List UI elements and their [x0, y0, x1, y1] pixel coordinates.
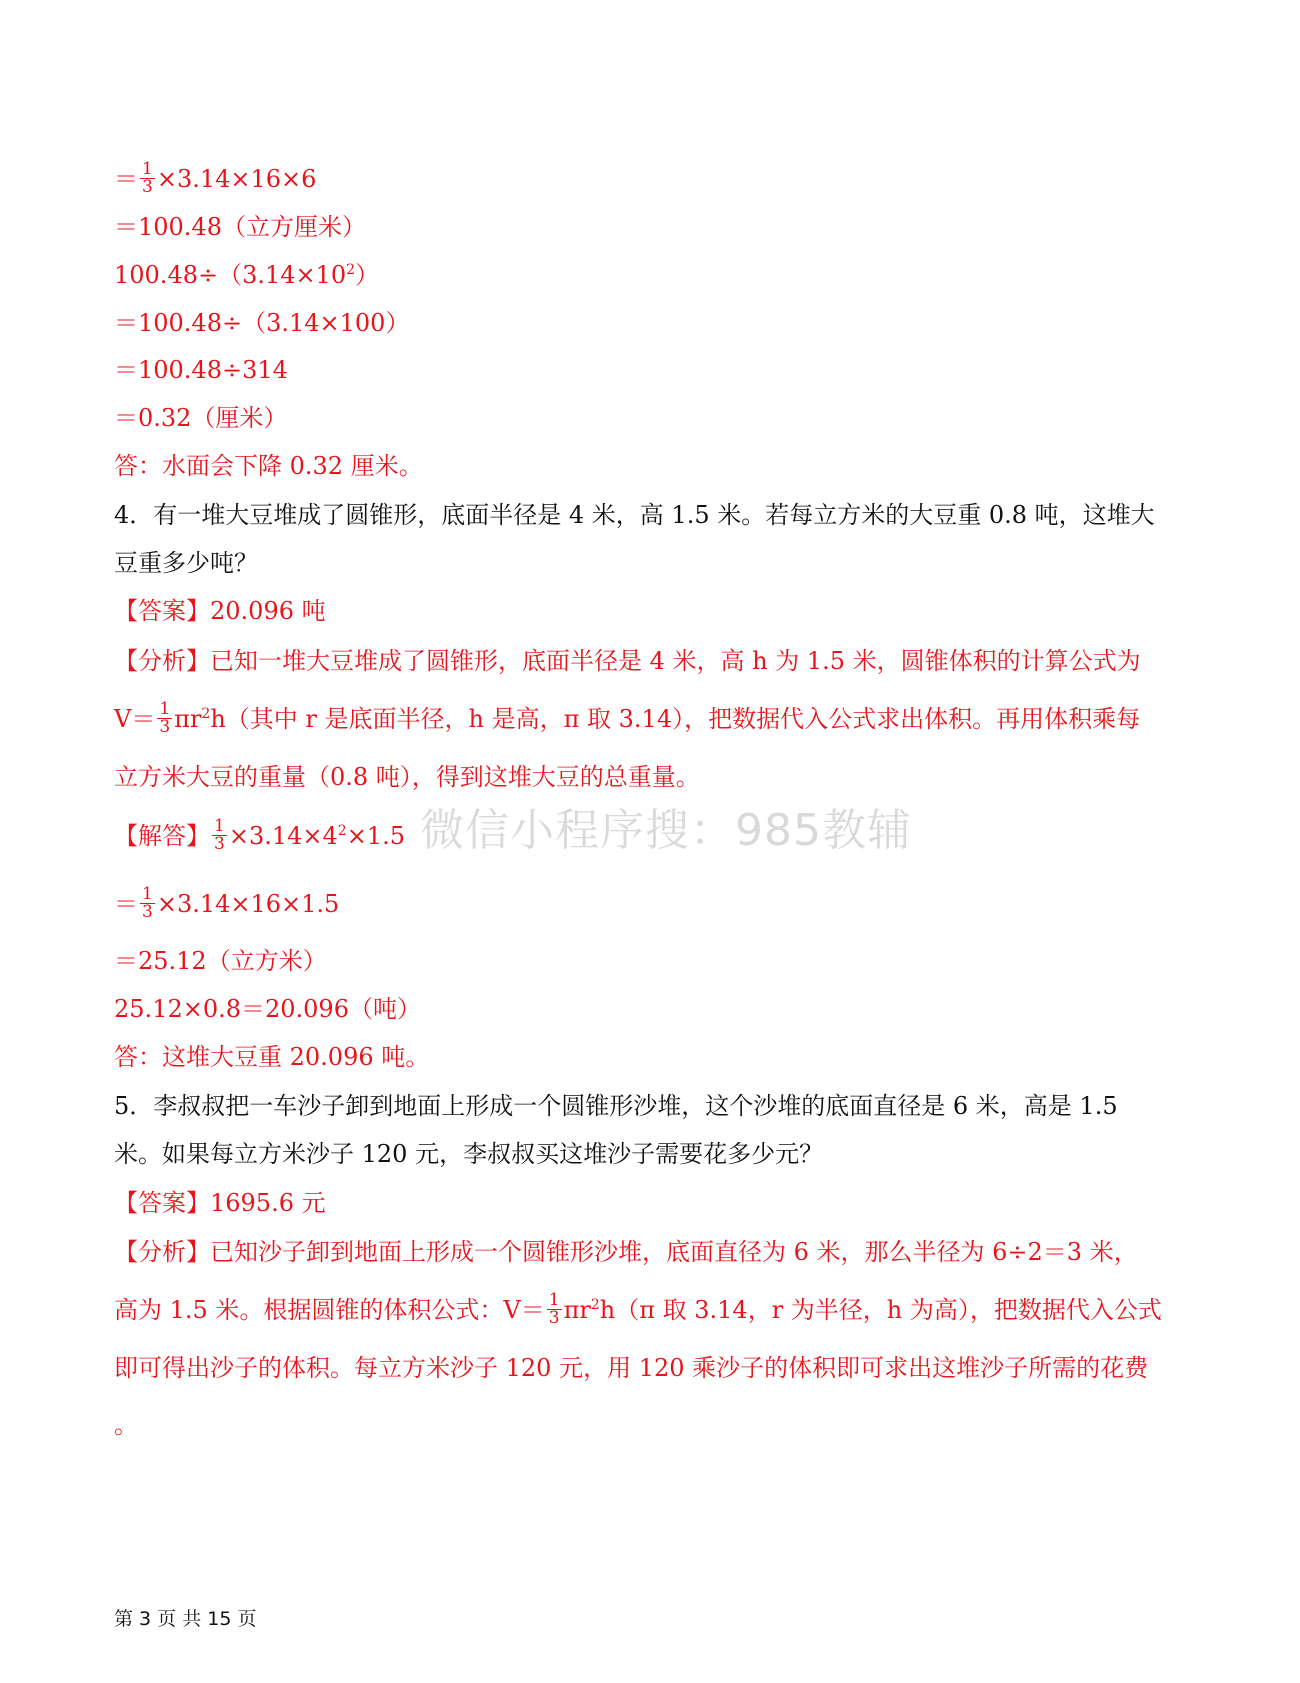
question-4-text: 豆重多少吨？ — [114, 549, 258, 577]
fraction: $\frac{1}{3}$ — [159, 699, 171, 737]
analysis-line: 即可得出沙子的体积。每立方米沙子 120 元，用 120 乘沙子的体积即可求出这堆沙子所需的花费 — [114, 1354, 1149, 1382]
analysis-line: 高为 1.5 米。根据圆锥的体积公式：V＝ $\frac{1}{3}$ $\pi r^2h(\pi$ 取 3.14，r 为半径，h 为高），把数据代入公式 — [114, 1290, 1162, 1328]
answer-tag: 【答案】 — [114, 597, 210, 625]
analysis-line: 立方米大豆的重量（0.8 吨），得到这堆大豆的总重量。 — [114, 763, 700, 791]
solution-line: ＝25.12（立方米） — [114, 947, 327, 975]
solution-line: 25.12×0.8＝20.096（吨） — [114, 995, 421, 1023]
solution-line: 【解答】 $\frac{1}{3}$ $\times 3.14\times 4^2\times 1.5$ — [114, 816, 405, 854]
fraction: $\frac{1}{3}$ — [548, 1290, 560, 1328]
analysis-line: 【分析】已知一堆大豆堆成了圆锥形，底面半径是 4 米，高 h 为 1.5 米，圆锥体积的计算公式为 — [114, 647, 1141, 675]
analysis-line: V＝ $\frac{1}{3}$ $\pi r^2h$（其中 r 是底面半径，h 是高，π 取 3.14），把数据代入公式求出体积。再用体积乘每 — [114, 699, 1141, 737]
question-4-text: 4．有一堆大豆堆成了圆锥形，底面半径是 4 米，高 1.5 米。若每立方米的大豆重 0.8 吨，这堆大 — [114, 501, 1155, 529]
page-number: 第 3 页 共 15 页 — [114, 1608, 257, 1630]
solution-line: ＝100.48（立方厘米） — [114, 213, 366, 241]
answer-sentence: 答：水面会下降 0.32 厘米。 — [114, 452, 423, 480]
question-5-text: 米。如果每立方米沙子 120 元，李叔叔买这堆沙子需要花多少元？ — [114, 1140, 824, 1168]
solution-tag: 【解答】 — [114, 822, 210, 850]
analysis-line: 【分析】已知沙子卸到地面上形成一个圆锥形沙堆，底面直径为 6 米，那么半径为 6÷2＝3 米， — [114, 1238, 1138, 1266]
watermark: 微信小程序搜：985教辅 — [420, 805, 912, 856]
answer-value: 1695.6 元 — [210, 1189, 326, 1217]
solution-line: ＝ $\frac{1}{3}$ ×3.14×16×6 — [114, 159, 317, 197]
fraction: $\frac{1}{3}$ — [142, 884, 153, 922]
question-5-text: 5．李叔叔把一车沙子卸到地面上形成一个圆锥形沙堆，这个沙堆的底面直径是 6 米，高是 1.5 — [114, 1092, 1118, 1120]
solution-line: ＝0.32（厘米） — [114, 404, 288, 432]
fraction: $\frac{1}{3}$ — [142, 159, 153, 197]
analysis-line: 。 — [114, 1411, 138, 1439]
solution-line: ＝ $\frac{1}{3}$ ×3.14×16×1.5 — [114, 884, 340, 922]
fraction: $\frac{1}{3}$ — [214, 816, 225, 854]
solution-line: $100.48\div(3.14\times 10^2)$ — [114, 261, 380, 289]
solution-line: ＝100.48÷314 — [114, 356, 288, 384]
answer-sentence: 答：这堆大豆重 20.096 吨。 — [114, 1043, 430, 1071]
answer-tag: 【答案】 — [114, 1189, 210, 1217]
answer-line — [114, 596, 326, 626]
answer-line — [114, 1188, 326, 1218]
answer-value: 20.096 吨 — [210, 597, 326, 625]
solution-line: ＝100.48÷（3.14×100） — [114, 309, 410, 337]
